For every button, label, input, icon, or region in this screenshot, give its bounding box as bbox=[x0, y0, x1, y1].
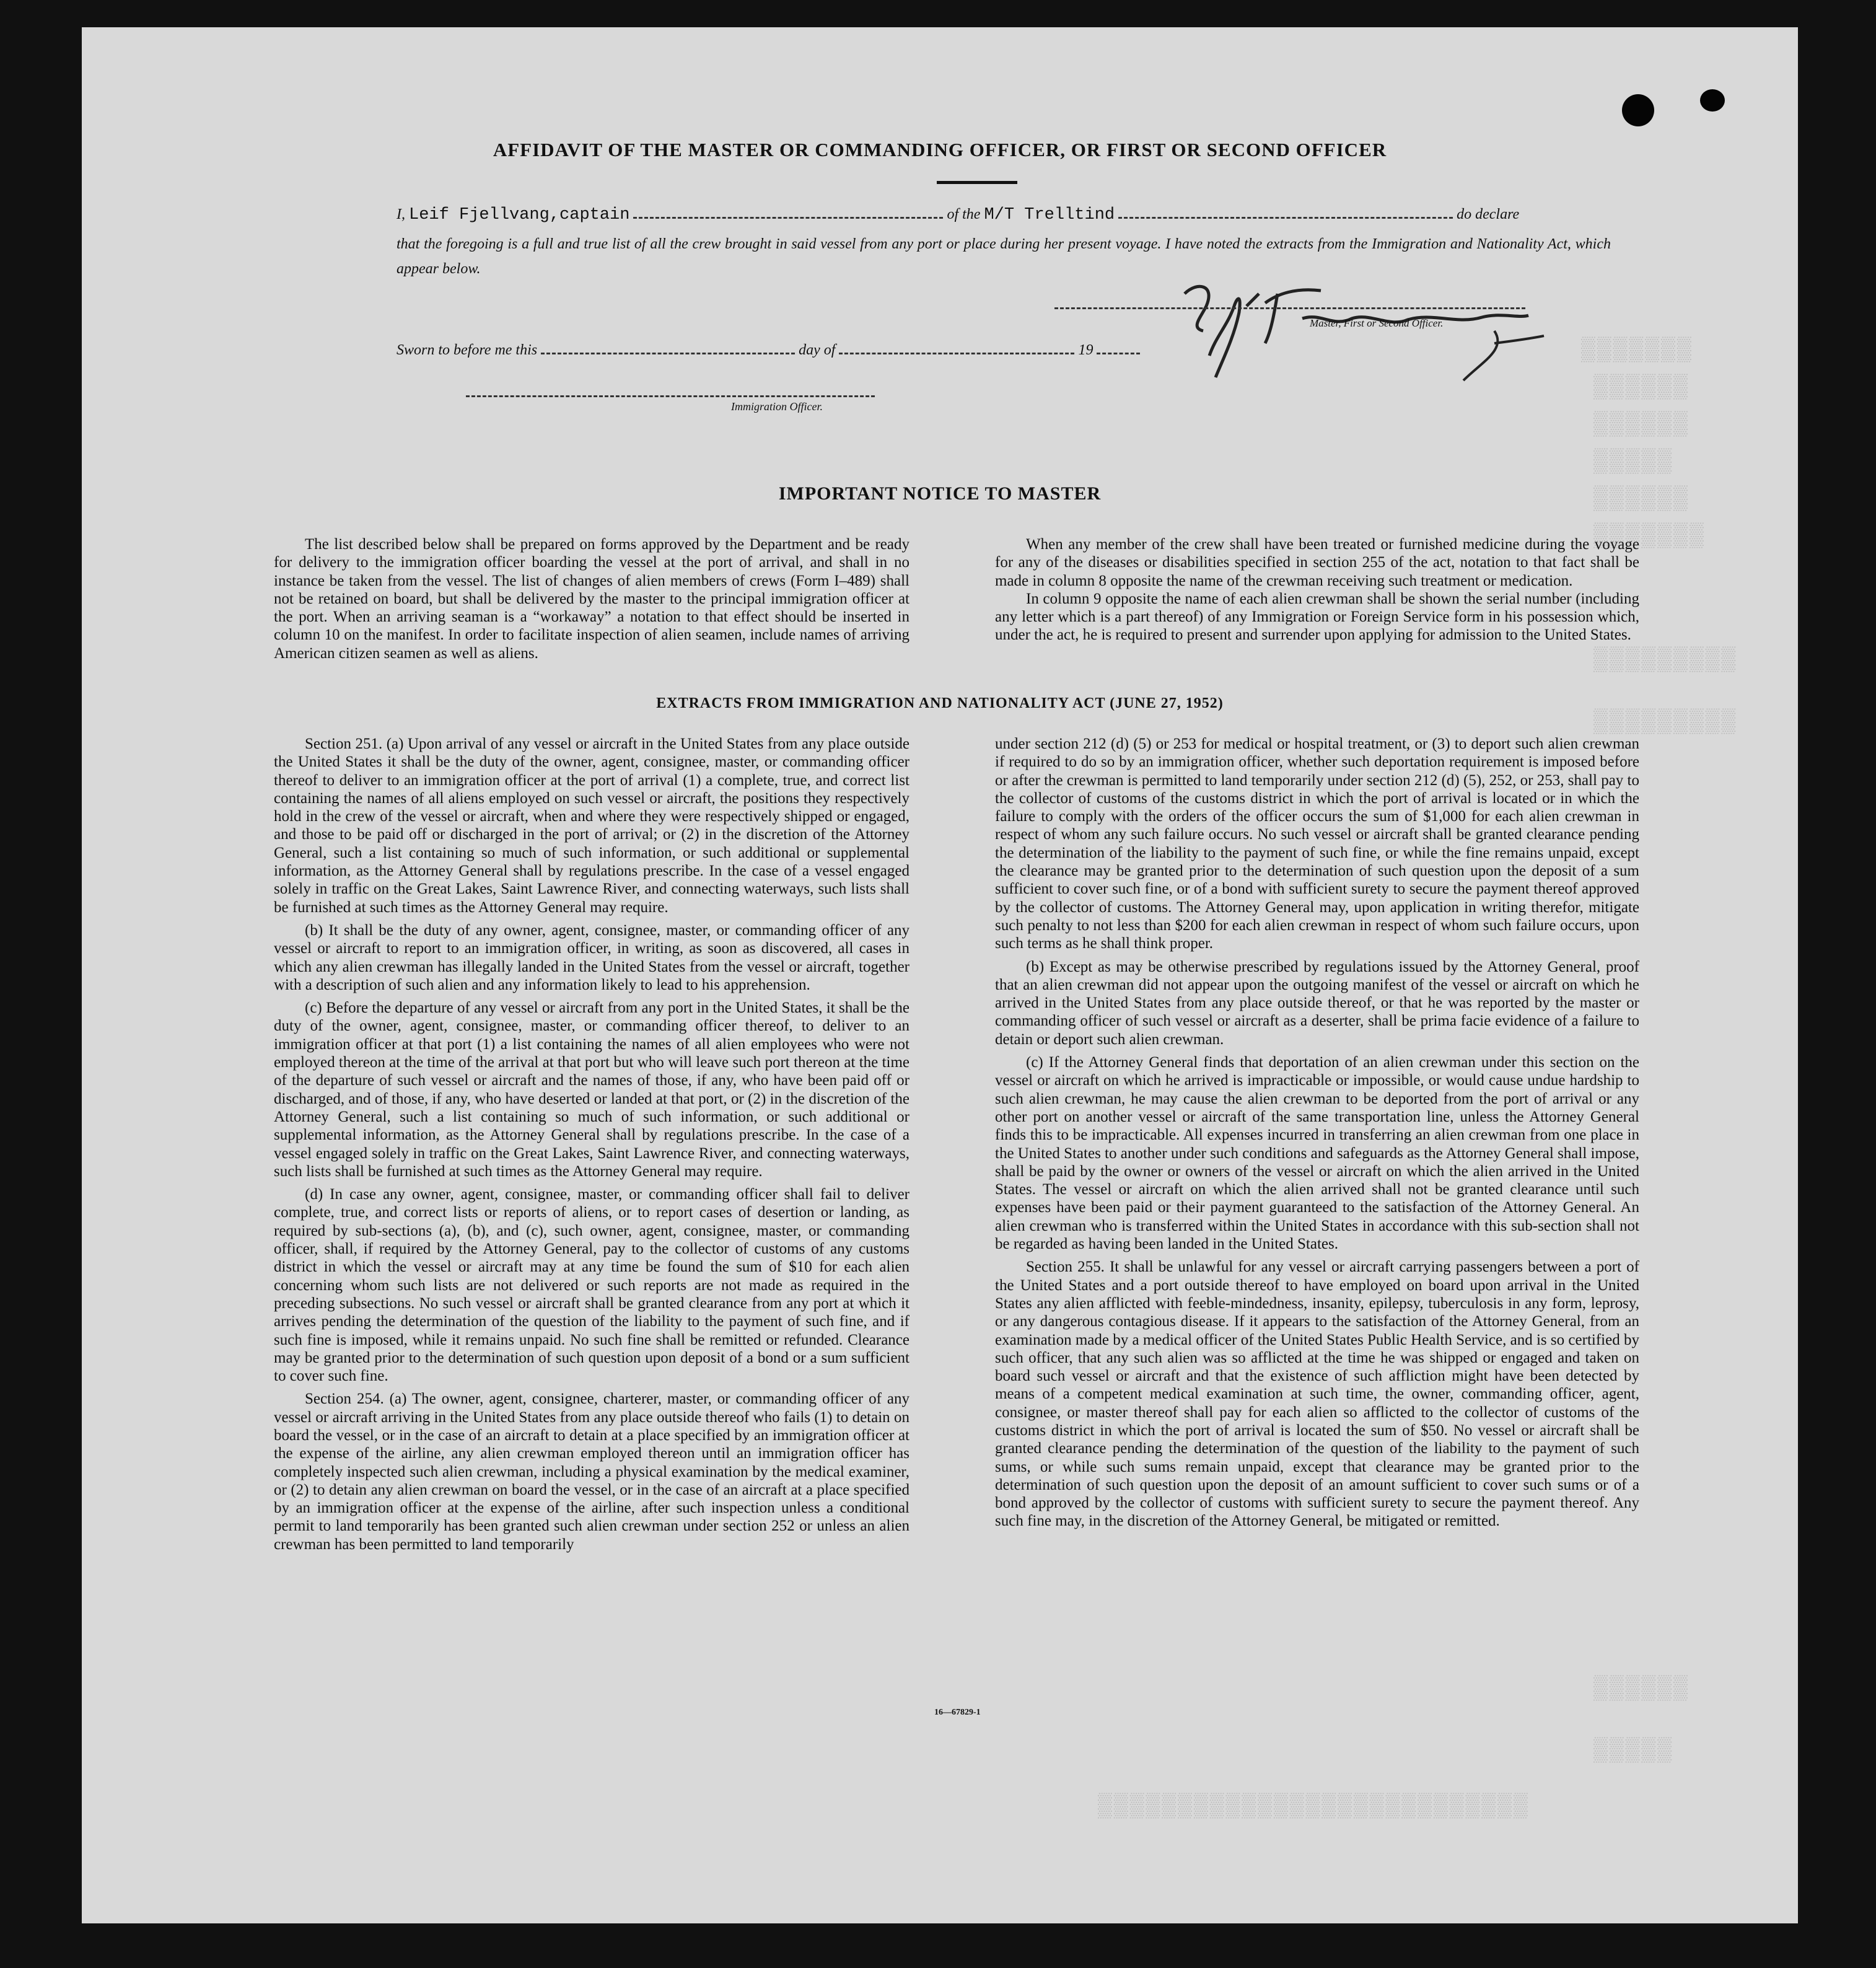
section-251c: (c) Before the departure of any vessel or aircraft from any port in the United States, it shall be the duty of the owner, agent, consignee, master, or commanding officer thereof, to deliver to an immigration officer at that port (1) a list containing the names of all alien employees who were not employed thereon at the time of the arrival at that port but who will leave such port thereon at the time of the departure of such vessel or aircraft and the names of those, if any, who have been paid off or discharged, and of those, if any, who have deserted or landed at that port, or (2) in the discretion of the Attorney General, such a list containing so much of such information, or such additional or supplemental information, as the Attorney General shall by regulations prescribe. In the case of a vessel engaged solely in traffic on the Great Lakes, Saint Lawrence River, and connecting waterways, such lists shall be furnished at such times as the Attorney General may require. bbox=[274, 999, 910, 1180]
extracts-left-column bbox=[274, 735, 910, 1553]
notice-title: IMPORTANT NOTICE TO MASTER bbox=[778, 483, 1102, 504]
declaration-statement: that the foregoing is a full and true list of all the crew brought in said vessel from any port or place during her present voyage. I have noted the extracts from the Immigration and Nationality Act, which appear below. bbox=[397, 236, 1611, 277]
year-label: 19 bbox=[1078, 342, 1094, 358]
section-254a: Section 254. (a) The owner, agent, consignee, charterer, master, or commanding officer of any vessel or aircraft arriving in the United States from any place outside thereof who fails (1) to detain on board the vessel, or in the case of an aircraft to detain at a place specified by an immigration officer at the expense of the airline, any alien crewman employed thereon until an immigration officer has completely inspected such alien crewman, including a physical examination by the medical examiner, or (2) to detain any alien crewman on board the vessel, or in the case of an aircraft at a place specified by an immigration officer at the expense of the airline, after such inspection unless a conditional permit to land temporarily has been granted such alien crewman under section 252 or unless an alien crewman has been permitted to land temporarily bbox=[274, 1390, 910, 1553]
section-254a-continued: under section 212 (d) (5) or 253 for medical or hospital treatment, or (3) to deport such alien crewman if required to do so by an immigration officer, whether such deportation requirement is imposed before or after the crewman is permitted to land temporarily under section 212 (d) (5), 252, or 253, shall pay to the collector of customs of the customs district in which the port of arrival is located or in which the failure to comply with the orders of the officer occurs the sum of $1,000 for each alien crewman in respect of whom any such failure occurs. No such vessel or aircraft shall be granted clearance pending the determination of the liability to the payment of such fine, or while the fine remains unpaid, except the clearance may be granted prior to the determination of such question upon the deposit of a sum sufficient to cover such fine, or of a bond with sufficient surety to secure the payment thereof approved by the collector of customs. The Attorney General may, upon application in writing therefor, mitigate such penalty to not less than $200 for each alien crewman in respect of whom such failure occurs, upon such terms as he shall think proper. bbox=[995, 736, 1639, 952]
sworn-label: Sworn to before me this bbox=[397, 342, 538, 358]
section-254c: (c) If the Attorney General finds that deportation of an alien crewman under this section on the vessel or aircraft on which he arrived is impracticable or impossible, or would cause undue hardship to such alien crewman, he may cause the alien crewman to be deported from the port of arrival or any other port on another vessel or aircraft of the same transportation line, unless the Attorney General finds this to be impracticable. All expenses incurred in transferring an alien crewman from one place in the United States to another under such conditions and safeguards as the Attorney General shall impose, shall be paid by the owner or owners of the vessel or aircraft on which the alien arrived in the United States. The vessel or aircraft on which the alien arrived shall not be granted clearance until such expenses have been paid or their payment guaranteed to the satisfaction of the Attorney General. An alien crewman who is transferred within the United States in accordance with this sub-section shall not be regarded as having been landed in the United States. bbox=[995, 1054, 1640, 1253]
sworn-year-field[interactable] bbox=[1097, 353, 1140, 354]
sworn-day-field[interactable] bbox=[541, 353, 795, 354]
notice-right-paragraph-1: When any member of the crew shall have been treated or furnished medicine during the voyage for any of the diseases or disabilities specified in section 255 of the act, notation to that fact shall be made in column 8 opposite the name of the crewman receiving such treatment or medication. bbox=[995, 536, 1639, 589]
do-declare-label: do declare bbox=[1457, 206, 1520, 222]
section-254b: (b) Except as may be otherwise prescribed by regulations issued by the Attorney General, proof that an alien crewman did not appear upon the outgoing manifest of the vessel or aircraft on which he arrived in the United States from any place outside thereof, or that he was reported by the master or commanding officer of such vessel or aircraft as a deserter, shall be prima facie evidence of a failure to detain or deport such alien crewman. bbox=[995, 958, 1639, 1048]
extracts-title: EXTRACTS FROM IMMIGRATION AND NATIONALITY ACT (JUNE 27, 1952) bbox=[656, 695, 1224, 711]
signature-line bbox=[1054, 307, 1525, 309]
officer-signature bbox=[1172, 269, 1556, 393]
vessel-field-line bbox=[1118, 217, 1453, 219]
notice-left-paragraph: The list described below shall be prepared on forms approved by the Department and be ready for delivery to the immigration officer boarding the vessel at the port of arrival, and shall in no instance be taken from the vessel. The list of changes of alien members of crews (Form I–489) shall not be retained on board, but shall be delivered by the master to the principal immigration officer at the port. When an arriving seaman is a “workaway” a notation to that effect should be inserted in column 10 on the manifest. In order to facilitate inspection of alien seamen, include names of arriving American citizen seamen as well as aliens. bbox=[274, 536, 910, 662]
sworn-row bbox=[397, 342, 1264, 359]
form-number: 16—67829-1 bbox=[934, 1708, 981, 1717]
notice-right-column bbox=[995, 535, 1639, 644]
punch-hole bbox=[1622, 94, 1654, 126]
name-field-line bbox=[633, 217, 943, 219]
sworn-month-field[interactable] bbox=[839, 353, 1074, 354]
section-251a: Section 251. (a) Upon arrival of any vessel or aircraft in the United States from any place outside the United States it shall be the duty of the owner, agent, consignee, master, or commanding officer thereof to deliver to an immigration officer at the port of arrival (1) a complete, true, and correct list containing the names of all aliens employed on such vessel or aircraft, the positions they respectively hold in the crew of the vessel or aircraft, when and where they were respectively shipped or engaged, and those to be paid off or discharged in the port of arrival; or (2) in the discretion of the Attorney General, such a list containing so much of such information, or such additional or supplemental information, as the Attorney General shall by regulations prescribe. In the case of a vessel engaged solely in traffic on the Great Lakes, Saint Lawrence River, and connecting waterways, such lists shall be furnished at such times as the Attorney General may require. bbox=[274, 736, 910, 916]
immigration-officer-caption: Immigration Officer. bbox=[731, 400, 823, 413]
declaration-row bbox=[397, 206, 1636, 232]
section-251b: (b) It shall be the duty of any owner, agent, consignee, master, or commanding officer of any vessel or aircraft to report to an immigration officer, in writing, as soon as discovered, all cases in which any alien crewman has illegally landed in the United States from the vessel or aircraft, together with a description of such alien and any information likely to lead to his apprehension. bbox=[274, 921, 910, 993]
day-of-label: day of bbox=[799, 342, 836, 358]
punch-hole bbox=[1700, 89, 1725, 112]
section-255: Section 255. It shall be unlawful for any vessel or aircraft carrying passengers between a port of the United States and a port outside thereof to have employed on board upon arrival in the United States any alien afflicted with feeble-mindedness, insanity, epilepsy, tuberculosis in any form, leprosy, or any dangerous contagious disease. If it appears to the satisfaction of the Attorney General, from an examination made by a medical officer of the United States Public Health Service, and is so certified by such officer, that any such alien was so afflicted at the time he was shipped or engaged and taken on board such vessel or aircraft and that the existence of such affliction might have been detected by means of a competent medical examination at such time, the owner, commanding officer, agent, consignee, or master thereof shall pay for each alien so afflicted to the collector of customs of the customs district in which the port of arrival is located the sum of $50. No vessel or aircraft shall be granted clearance pending the determination of the question of the liability to the payment of such sums, or while such sums remain unpaid, except that clearance may be granted prior to the determination of such question upon the deposit of an amount sufficient to cover such sums or of a bond approved by the collector of customs with sufficient surety to secure the payment thereof. Any such fine may, in the discretion of the Attorney General, be mitigated or remitted. bbox=[995, 1259, 1639, 1530]
i-label: I, bbox=[397, 206, 405, 222]
title-rule bbox=[937, 181, 1017, 184]
notice-right-paragraph-2: In column 9 opposite the name of each alien crewman shall be shown the serial number (including any letter which is a part thereof) of any Immigration or Foreign Service form in his possession which, under the act, he is required to present and surrender upon applying for admission to the United States. bbox=[995, 590, 1639, 644]
vessel-name-field[interactable]: M/T Trelltind bbox=[984, 206, 1115, 224]
signature-caption: Master, First or Second Officer. bbox=[1310, 317, 1444, 329]
affidavit-title: AFFIDAVIT OF THE MASTER OR COMMANDING OFFICER, OR FIRST OR SECOND OFFICER bbox=[493, 139, 1387, 160]
document-page: ▒▒▒▒▒▒▒ ▒▒▒▒▒▒ ▒▒▒▒▒▒ ▒▒▒▒▒ ▒▒▒▒▒▒ ▒▒▒▒▒▒▒ ▒▒▒▒▒▒▒▒▒ ▒▒▒▒▒▒▒▒▒ ▒▒▒▒▒▒ ▒▒▒▒▒ ▒▒▒▒▒▒▒▒▒▒▒▒▒▒▒▒▒▒▒▒▒▒▒▒▒▒▒ AFFIDAVIT OF THE MASTER OR COMMANDING OFFICER, OR FIRST OR SECOND OFFICER I, Leif Fjellvang,captain of the M/T Trelltind do declare that the foregoing is a full and true list of all the crew brought in said vessel from any port or place during her present voyage. I have noted the extracts from the Immigration and Nationality Act, which appear below. Master, First or Second Officer. Sworn to before me this day of 19 Immigration Officer. IMPORTANT NOTICE TO MASTER The list described below shall be prepared on forms approved by the Department and be ready for delivery to the immigration officer boarding the vessel at the port of arrival, and shall in no instance be taken from the vessel. The list of changes of alien members of crews (Form I–489) shall not be retained on board, but shall be delivered by the master to the principal immigration officer at the port. When an arriving seaman is a “workaway” a notation to that effect should be inserted in column 10 on the manifest. In order to facilitate inspection of alien seamen, include names of arriving American citizen seamen as well as aliens. When any member of the crew shall have been treated or furnished medicine during the voyage for any of the diseases or disabilities specified in section 255 of the act, notation to that fact shall be made in column 8 opposite the name of the crewman receiving such treatment or medication. In column 9 opposite the name of each alien crewman shall be shown the serial number (including any letter which is a part thereof) of any Immigration or Foreign Service form in his possession which, under the act, he is required to present and surrender upon applying for admission to the United States. EXTRACTS FROM IMMIGRATION AND NATIONALITY ACT (JUNE 27, 1952) Section 251. (a) Upon arrival of any vessel or aircraft in the United States from any place outside the United States it shall be the duty of the owner, agent, consignee, master, or commanding officer thereof to deliver to an immigration officer at the port of arrival (1) a complete, true, and correct list containing the names of all aliens employed on such vessel or aircraft, the positions they respectively hold in the crew of the vessel or aircraft, when and where they were respectively shipped or engaged, and those to be paid off or discharged in the port of arrival; or (2) in the discretion of the Attorney General, such a list containing so much of such information, or such additional or supplemental information, as the Attorney General shall by regulations prescribe. In the case of a vessel engaged solely in traffic on the Great Lakes, Saint Lawrence River, and connecting waterways, such lists shall be furnished at such times as the Attorney General may require. (b) It shall be the duty of any owner, agent, consignee, master, or commanding officer of any vessel or aircraft to report to an immigration officer, in writing, as soon as discovered, all cases in which any alien crewman has illegally landed in the United States from the vessel or aircraft, together with a description of such alien and any information likely to lead to his apprehension. (c) Before the departure of any vessel or aircraft from any port in the United States, it shall be the duty of the owner, agent, consignee, master, or commanding officer thereof, to deliver to an immigration officer at that port (1) a list containing the names of all alien employees who were not employed thereon at the time of the arrival at that port but who will leave such port thereon at the time of the departure of such vessel or aircraft and the names of those, if any, who have been paid off or discharged, and of those, if any, who have deserted or landed at that port, or (2) in the discretion of the Attorney General, such a list containing so much of such information, or such additional or supplemental information, as the Attorney General shall by regulations prescribe. In the case of a vessel engaged solely in traffic on the Great Lakes, Saint Lawrence River, and connecting waterways, such lists shall be furnished at such times as the Attorney General may require. (d) In case any owner, agent, consignee, master, or commanding officer shall fail to deliver complete, true, and correct lists or reports of aliens, or to report cases of desertion or landing, as required by sub-sections (a), (b), and (c), such owner, agent, consignee, master, or commanding officer, shall, if required by the Attorney General, pay to the collector of customs of any customs district in which the vessel or aircraft may at any time be found the sum of $10 for each alien concerning whom such lists are not delivered or such reports are not made as required in the preceding subsections. No such vessel or aircraft shall be granted clearance from any port at which it arrives pending the determination of the question of the liability to the payment of such fine, and if such fine is imposed, while it remains unpaid. No such fine shall be remitted or refunded. Clearance may be granted prior to the determination of such question upon deposit of a bond or a sum sufficient to cover such fine. Section 254. (a) The owner, agent, consignee, charterer, master, or commanding officer of any vessel or aircraft arriving in the United States from any place outside thereof who fails (1) to detain on board the vessel, or in the case of an aircraft to detain at a place specified by an immigration officer at the expense of the airline, any alien crewman employed thereon until an immigration officer has completely inspected such alien crewman, including a physical examination by the medical examiner, or (2) to detain any alien crewman on board the vessel, or in the case of an aircraft at a place specified by an immigration officer at the expense of the airline, after such inspection unless a conditional permit to land temporarily has been granted such alien crewman under section 252 or unless an alien crewman has been permitted to land temporarily under section 212 (d) (5) or 253 for medical or hospital treatment, or (3) to deport such alien crewman if required to do so by an immigration officer, whether such deportation requirement is imposed before or after the crewman is permitted to land temporarily under section 212 (d) (5), 252, or 253, shall pay to the collector of customs of the customs district in which the port of arrival is located or in which the failure to comply with the orders of the officer occurs the sum of $1,000 for each alien crewman in respect of whom any such failure occurs. No such vessel or aircraft shall be granted clearance pending the determination of the liability to the payment of such fine, or while the fine remains unpaid, except the clearance may be granted prior to the determination of such question upon the deposit of a sum sufficient to cover such fine, or of a bond with sufficient surety to secure the payment thereof approved by the collector of customs. The Attorney General may, upon application in writing therefor, mitigate such penalty to not less than $200 for each alien crewman in respect of whom such failure occurs, upon such terms as he shall think proper. (b) Except as may be otherwise prescribed by regulations issued by the Attorney General, proof that an alien crewman did not appear upon the outgoing manifest of the vessel or aircraft on which he arrived in the United States from any place outside thereof, or that he was reported by the master or commanding officer of such vessel or aircraft as a deserter, shall be prima facie evidence of a failure to detain or deport such alien crewman. (c) If the Attorney General finds that deportation of an alien crewman under this section on the vessel or aircraft on which he arrived is impracticable or impossible, or would cause undue hardship to such alien crewman, he may cause the alien crewman to be deported from the port of arrival or any other port on another vessel or aircraft of the same transportation line, unless the Attorney General finds this to be impracticable. All expenses incurred in transferring an alien crewman from one place in the United States to another under such conditions and safeguards as the Attorney General shall impose, shall be paid by the owner or owners of the vessel or aircraft on which the alien arrived in the United States. The vessel or aircraft on which the alien arrived shall not be granted clearance until such expenses have been paid or their payment guaranteed to the satisfaction of the Attorney General. An alien crewman who is transferred within the United States in accordance with this sub-section shall not be regarded as having been landed in the United States. Section 255. It shall be unlawful for any vessel or aircraft carrying passengers between a port of the United States and a port outside thereof to have employed on board upon arrival in the United States any alien afflicted with feeble-mindedness, insanity, epilepsy, tuberculosis in any form, leprosy, or any dangerous contagious disease. If it appears to the satisfaction of the Attorney General, from an examination made by a medical officer of the United States Public Health Service, and is so certified by such officer, that any such alien was so afflicted at the time he was shipped or engaged and taken on board such vessel or aircraft and that the existence of such affliction might have been detected by means of a competent medical examination at such time, the owner, commanding officer, agent, consignee, or master thereof shall pay for each alien so afflicted to the collector of customs of the customs district in which the port of arrival is located the sum of $50. No vessel or aircraft shall be granted clearance pending the determination of the question of the liability to the payment of such sums, or while such sums remain unpaid, except that clearance may be granted prior to the determination of such question upon the deposit of an amount sufficient to cover such sums or of a bond approved by the collector of customs with sufficient surety to secure the payment thereof. Any such fine may, in the discretion of the Attorney General, be mitigated or remitted. 16—67829-1 bbox=[82, 27, 1798, 1923]
section-251d: (d) In case any owner, agent, consignee, master, or commanding officer shall fail to deliver complete, true, and correct lists or reports of aliens, or to report cases of desertion or landing, as required by sub-sections (a), (b), and (c), such owner, agent, consignee, master, or commanding officer, shall, if required by the Attorney General, pay to the collector of customs of any customs district in which the vessel or aircraft may at any time be found the sum of $10 for each alien concerning whom such lists are not delivered or such reports are not made as required in the preceding subsections. No such vessel or aircraft shall be granted clearance from any port at which it arrives pending the determination of the question of the liability to the payment of such fine, and if such fine is imposed, while it remains unpaid. No such fine shall be remitted or refunded. Clearance may be granted prior to the determination of such question upon deposit of a bond or a sum sufficient to cover such fine. bbox=[274, 1186, 910, 1385]
of-the-label: of the bbox=[947, 206, 981, 222]
officer-name-field[interactable]: Leif Fjellvang,captain bbox=[409, 206, 630, 224]
notice-left-column bbox=[274, 535, 910, 662]
extracts-right-column bbox=[995, 735, 1639, 1531]
immigration-officer-line bbox=[466, 395, 875, 397]
